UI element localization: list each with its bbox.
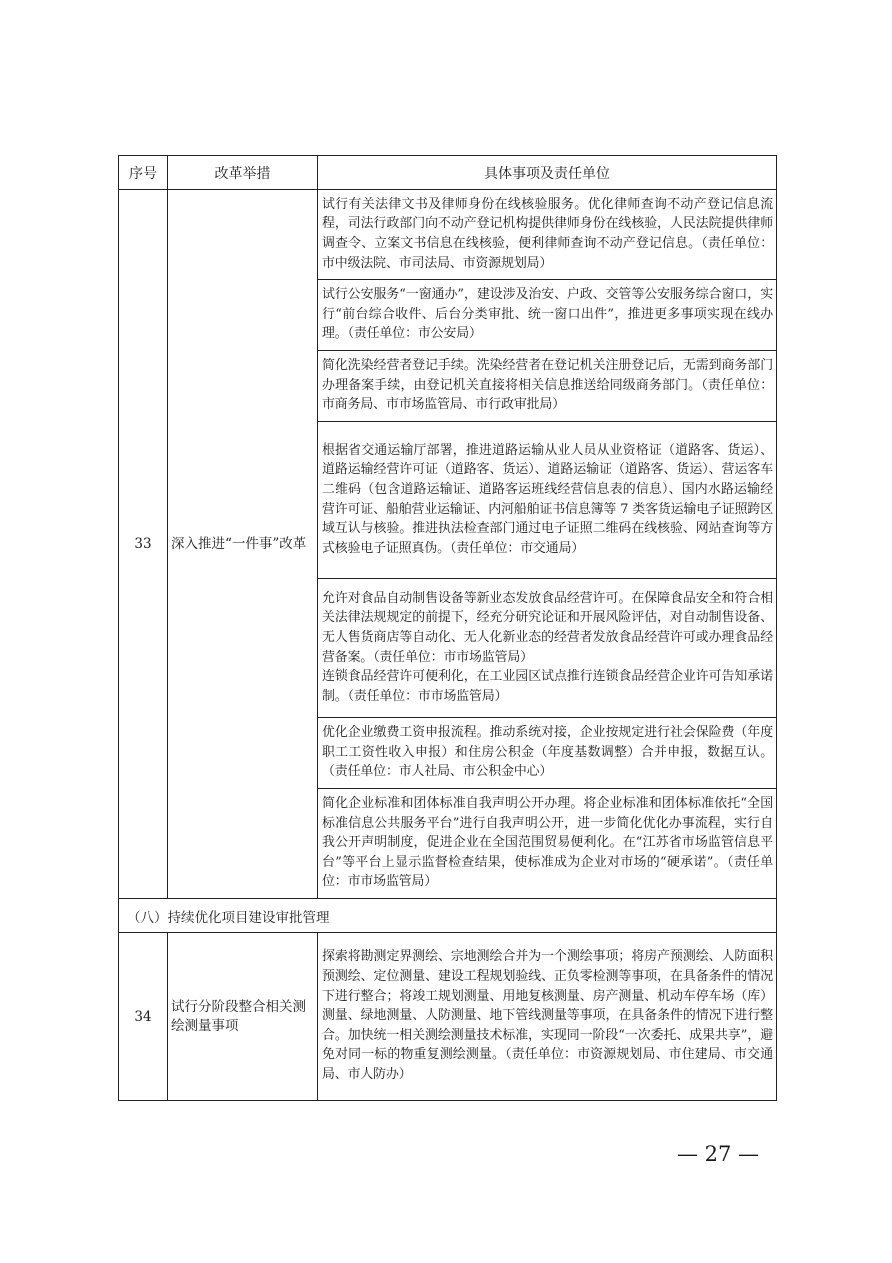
item-detail xyxy=(318,422,777,579)
row-number: 34 xyxy=(119,933,168,1101)
table-header-row xyxy=(119,156,777,190)
table-row xyxy=(119,933,777,1101)
table-body xyxy=(119,190,777,1101)
section-row xyxy=(119,899,777,933)
header-measure: 改革举措 xyxy=(168,156,318,190)
row-number: 33 xyxy=(119,190,168,899)
item-detail-paragraph: 允许对食品自动制售设备等新业态发放食品经营许可。在保障食品安全和符合相关法律法规规定的前提下，经充分研究论证和开展风险评估，对自动制售设备、无人售货商店等自动化、无人化新业态的经营者发放食品经营许可或办理食品经营备案。（责任单位：市市场监管局） xyxy=(322,590,773,665)
item-detail xyxy=(318,718,777,789)
item-detail-paragraph: 优化企业缴费工资申报流程。推动系统对接，企业按规定进行社会保险费（年度职工工资性收入申报）和住房公积金（年度基数调整）合并申报，数据互认。（责任单位：市人社局、市公积金中心） xyxy=(322,725,773,780)
item-detail xyxy=(318,190,777,280)
item-detail-paragraph: 试行有关法律文书及律师身份在线核验服务。优化律师查询不动产登记信息流程，司法行政部门向不动产登记机构提供律师身份在线核验，人民法院提供律师调查令、立案文书信息在线核验，便利律师查询不动产登记信息。（责任单位：市中级法院、市司法局、市资源规划局） xyxy=(322,196,773,271)
item-detail xyxy=(318,789,777,899)
item-detail xyxy=(318,280,777,351)
item-detail: 探索将勘测定界测绘、宗地测绘合并为一个测绘事项；将房产预测绘、人防面积预测绘、定位测量、建设工程规划验线、正负零检测等事项，在具备条件的情况下进行整合；将竣工规划测量、用地复核测量、房产测量、机动车停车场（库）测量、绿地测量、人防测量、地下管线测量等事项，在具备条件的情况下进行整合。加快统一相关测绘测量技术标准，实现同一阶段“一次委托、成果共享”，避免对同一标的物重复测绘测量。（责任单位：市资源规划局、市住建局、市交通局、市人防办） xyxy=(318,933,777,1101)
table-row xyxy=(119,190,777,280)
header-no: 序号 xyxy=(119,156,168,190)
item-detail xyxy=(318,351,777,422)
page-number: — 27 — xyxy=(676,1142,760,1166)
item-detail-paragraph: 简化洗染经营者登记手续。洗染经营者在登记机关注册登记后，无需到商务部门办理备案手续，由登记机关直接将相关信息推送给同级商务部门。（责任单位：市商务局、市市场监管局、市行政审批局） xyxy=(322,358,773,413)
reform-measures-table xyxy=(118,155,777,1101)
item-detail xyxy=(318,579,777,718)
reform-measure: 深入推进“一件事”改革 xyxy=(168,190,318,899)
item-detail-paragraph: 简化企业标准和团体标准自我声明公开办理。将企业标准和团体标准依托“全国标准信息公共服务平台”进行自我声明公开，进一步简化优化办事流程，实行自我公开声明制度，促进企业在全国范围贸易便利化。在“江苏省市场监管信息平台”等平台上显示监督检查结果，使标准成为企业对市场的“硬承诺”。（责任单位：市市场监管局） xyxy=(322,796,773,890)
section-heading: （八）持续优化项目建设审批管理 xyxy=(119,899,777,933)
item-detail-paragraph: 连锁食品经营许可便利化，在工业园区试点推行连锁食品经营企业许可告知承诺制。（责任单位：市市场监管局） xyxy=(322,669,773,704)
item-detail-paragraph: 根据省交通运输厅部署，推进道路运输从业人员从业资格证（道路客、货运）、道路运输经营许可证（道路客、货运）、道路运输证（道路客、货运）、营运客车二维码（包含道路运输证、道路客运班线经营信息表的信息）、国内水路运输经营许可证、船舶营业运输证、内河船舶证书信息簿等 7 类客货运输电子证照跨区域互认与核验。推进执法检查部门通过电子证照二维码在线核验、网站查询等方式核验电子证照真伪。（责任单位：市交通局） xyxy=(322,442,773,556)
header-detail: 具体事项及责任单位 xyxy=(318,156,777,190)
reform-measure: 试行分阶段整合相关测绘测量事项 xyxy=(168,933,318,1101)
item-detail-paragraph: 试行公安服务“一窗通办”，建设涉及治安、户政、交管等公安服务综合窗口，实行“前台综合收件、后台分类审批、统一窗口出件”，推进更多事项实现在线办理。（责任单位：市公安局） xyxy=(322,287,773,342)
